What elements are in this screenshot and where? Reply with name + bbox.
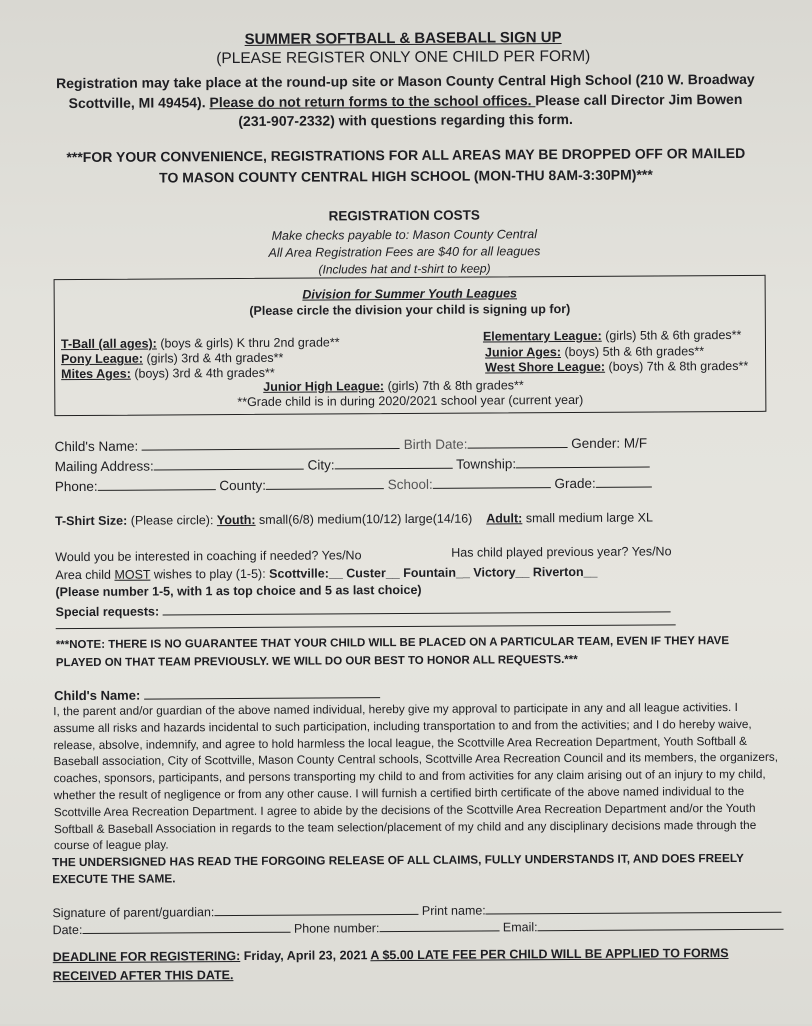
form-title: SUMMER SOFTBALL & BASEBALL SIGN UP bbox=[244, 29, 562, 48]
release-text: I, the parent and/or guardian of the above named individual, hereby give my approval to participate in any and all league activities. I assume all risks and hazards incidental to such participation, including transportation to and from the activities; and I do hereby waive, release, absolve, indemnify, and agree to hold harmless the local league, the Scottville Area Recreation Department, Youth Softball & Baseball association, City of Scottville, Mason County Central schools, Scottville Area Recreation Council and its members, the organizers, coaches, sponsors, participants, and persons transporting my child to and from activities for any claim arising out of an injury to my child, whether the result of negligence or from any other cause. I will furnish a certified birth certificate of the above named individual to the Scottville Area Recreation Department. I agree to abide by the decisions of the Scottville Area Recreation Department and/or the Youth Softball & Baseball Association in regards to the team selection/placement of my child and any disciplinary decisions made through the course of league play. bbox=[53, 699, 779, 853]
junior-high-label: Junior High League: bbox=[263, 379, 385, 394]
area-suffix: wishes to play (1-5): bbox=[150, 566, 270, 582]
mailing-address-label: Mailing Address: bbox=[54, 458, 154, 475]
adult-sizes[interactable]: small medium large XL bbox=[522, 510, 653, 526]
division-option-mites[interactable] bbox=[61, 366, 275, 381]
fee-includes-text: (Includes hat and t-shirt to keep) bbox=[318, 261, 491, 277]
deadline-label: DEADLINE FOR REGISTERING: bbox=[52, 949, 241, 965]
release-child-name-field[interactable] bbox=[144, 685, 380, 699]
date-field[interactable] bbox=[82, 920, 290, 934]
division-option-westshore[interactable] bbox=[485, 359, 748, 375]
mailing-address-field[interactable] bbox=[154, 457, 304, 471]
special-requests-label: Special requests: bbox=[55, 604, 160, 620]
no-school-offices-warning: Please do not return forms to the school offices. bbox=[209, 91, 536, 110]
area-options[interactable]: Scottville:__ Custer__ Fountain__ Victory__ Riverton__ bbox=[269, 564, 598, 581]
placement-note: ***NOTE: THERE IS NO GUARANTEE THAT YOUR CHILD WILL BE PLACED ON A PARTICULAR TEAM, EVEN IF THEY HAVE PLAYED ON THAT TEAM PREVIOUSLY. WE WILL DO OUR BEST TO HONOR ALL REQUESTS.*** bbox=[55, 635, 730, 670]
gender-label[interactable]: Gender: M/F bbox=[571, 435, 648, 451]
division-option-elementary[interactable] bbox=[483, 328, 742, 344]
mites-label: Mites Ages: bbox=[61, 366, 131, 382]
child-info-row-3 bbox=[55, 474, 755, 494]
coaching-question[interactable]: Would you be interested in coaching if needed? Yes/No bbox=[55, 548, 362, 565]
school-label: School: bbox=[387, 476, 433, 493]
form-subtitle: (PLEASE REGISTER ONLY ONE CHILD PER FORM) bbox=[216, 47, 591, 68]
registration-fee-text: All Area Registration Fees are $40 for all leagues bbox=[268, 244, 541, 260]
phone-label: Phone: bbox=[54, 478, 98, 495]
registration-costs-title: REGISTRATION COSTS bbox=[328, 207, 480, 224]
grade-field[interactable] bbox=[596, 474, 652, 487]
area-most: MOST bbox=[114, 567, 151, 582]
special-requests-field[interactable] bbox=[163, 599, 671, 615]
area-preference-row bbox=[55, 565, 597, 582]
deadline-date: Friday, April 23, 2021 bbox=[240, 948, 371, 964]
division-option-pony[interactable] bbox=[61, 351, 283, 366]
email-field[interactable] bbox=[538, 917, 784, 932]
registration-info-text: Registration may take place at the round-up site or Mason County Central High School (210 W. Broadway Scottville, MI 49454). bbox=[56, 70, 755, 111]
child-info-row-1 bbox=[55, 434, 755, 454]
release-child-name-label: Child's Name: bbox=[54, 687, 141, 704]
signature-field[interactable] bbox=[214, 902, 418, 916]
registration-info bbox=[55, 70, 755, 133]
email-label: Email: bbox=[502, 920, 538, 935]
phone-number-field[interactable] bbox=[379, 918, 499, 932]
school-field[interactable] bbox=[433, 475, 551, 489]
township-label: Township: bbox=[456, 456, 517, 472]
tshirt-instruction: (Please circle): bbox=[127, 513, 217, 528]
undersigned-statement: THE UNDERSIGNED HAS READ THE FORGOING RELEASE OF ALL CLAIMS, FULLY UNDERSTANDS IT, AND DOES FREELY EXECUTE THE SAME. bbox=[52, 850, 744, 887]
date-label: Date: bbox=[52, 922, 83, 938]
pony-label: Pony League: bbox=[61, 351, 144, 367]
birth-date-label: Birth Date: bbox=[403, 436, 468, 453]
director-contact-text: Please call Director Jim Bowen (231-907-2332) with questions regarding this form. bbox=[238, 90, 743, 130]
county-field[interactable] bbox=[266, 476, 384, 490]
deadline-notice bbox=[53, 944, 793, 987]
phone-number-label: Phone number: bbox=[293, 921, 380, 936]
special-requests-line-2[interactable] bbox=[56, 624, 676, 629]
tshirt-label: T-Shirt Size: bbox=[55, 513, 128, 529]
pony-desc: (girls) 3rd & 4th grades** bbox=[142, 350, 284, 366]
convenience-notice: ***FOR YOUR CONVENIENCE, REGISTRATIONS FOR ALL AREAS MAY BE DROPPED OFF OR MAILED TO MASON COUNTY CENTRAL HIGH SCHOOL (MON-THU 8AM-3:30PM)*** bbox=[66, 144, 746, 186]
date-row bbox=[52, 917, 783, 937]
child-name-label: Child's Name: bbox=[54, 438, 139, 455]
previous-year-question[interactable]: Has child played previous year? Yes/No bbox=[451, 544, 672, 560]
child-info-row-2 bbox=[55, 454, 755, 474]
print-name-field[interactable] bbox=[486, 900, 782, 915]
city-label: City: bbox=[307, 457, 335, 473]
youth-sizes[interactable]: small(6/8) medium(10/12) large(14/16) bbox=[255, 511, 473, 527]
area-prefix: Area child bbox=[55, 567, 115, 583]
westshore-desc: (boys) 7th & 8th grades** bbox=[605, 358, 749, 374]
division-option-junior[interactable] bbox=[485, 344, 704, 359]
tball-label: T-Ball (all ages): bbox=[60, 336, 157, 352]
grade-footnote: **Grade child is in during 2020/2021 school year (current year) bbox=[237, 392, 584, 410]
birth-date-field[interactable] bbox=[467, 435, 567, 449]
division-box bbox=[54, 275, 767, 416]
adult-label: Adult: bbox=[486, 511, 523, 526]
westshore-label: West Shore League: bbox=[485, 359, 606, 375]
city-field[interactable] bbox=[334, 456, 452, 470]
youth-label: Youth: bbox=[216, 512, 256, 528]
county-label: County: bbox=[219, 477, 266, 494]
number-instruction: (Please number 1-5, with 1 as top choice and 5 as last choice) bbox=[55, 582, 422, 600]
signature-label: Signature of parent/guardian: bbox=[52, 905, 215, 921]
special-requests-row bbox=[56, 599, 671, 619]
division-title: Division for Summer Youth Leagues bbox=[302, 286, 518, 302]
checks-payable-text: Make checks payable to: Mason County Central bbox=[271, 227, 538, 243]
mites-desc: (boys) 3rd & 4th grades** bbox=[130, 365, 275, 381]
tshirt-size-row bbox=[55, 510, 653, 528]
phone-field[interactable] bbox=[98, 477, 216, 491]
division-instruction: (Please circle the division your child is signing up for) bbox=[249, 301, 571, 318]
division-option-junior-high[interactable] bbox=[263, 378, 524, 394]
junior-high-desc: (girls) 7th & 8th grades** bbox=[384, 378, 524, 394]
child-name-field[interactable] bbox=[142, 436, 400, 451]
township-field[interactable] bbox=[516, 455, 650, 469]
junior-desc: (boys) 5th & 6th grades** bbox=[560, 344, 705, 360]
print-name-label: Print name: bbox=[421, 903, 486, 918]
late-fee-text: A $5.00 LATE FEE PER CHILD WILL BE APPLIED TO FORMS RECEIVED AFTER THIS DATE. bbox=[52, 946, 729, 984]
division-option-tball[interactable] bbox=[61, 335, 340, 351]
elementary-desc: (girls) 5th & 6th grades** bbox=[601, 327, 742, 343]
junior-label: Junior Ages: bbox=[484, 345, 562, 360]
release-child-name-row bbox=[54, 685, 380, 703]
grade-label: Grade: bbox=[554, 475, 596, 492]
tball-desc: (boys & girls) K thru 2nd grade** bbox=[156, 335, 340, 351]
elementary-label: Elementary League: bbox=[482, 328, 602, 344]
